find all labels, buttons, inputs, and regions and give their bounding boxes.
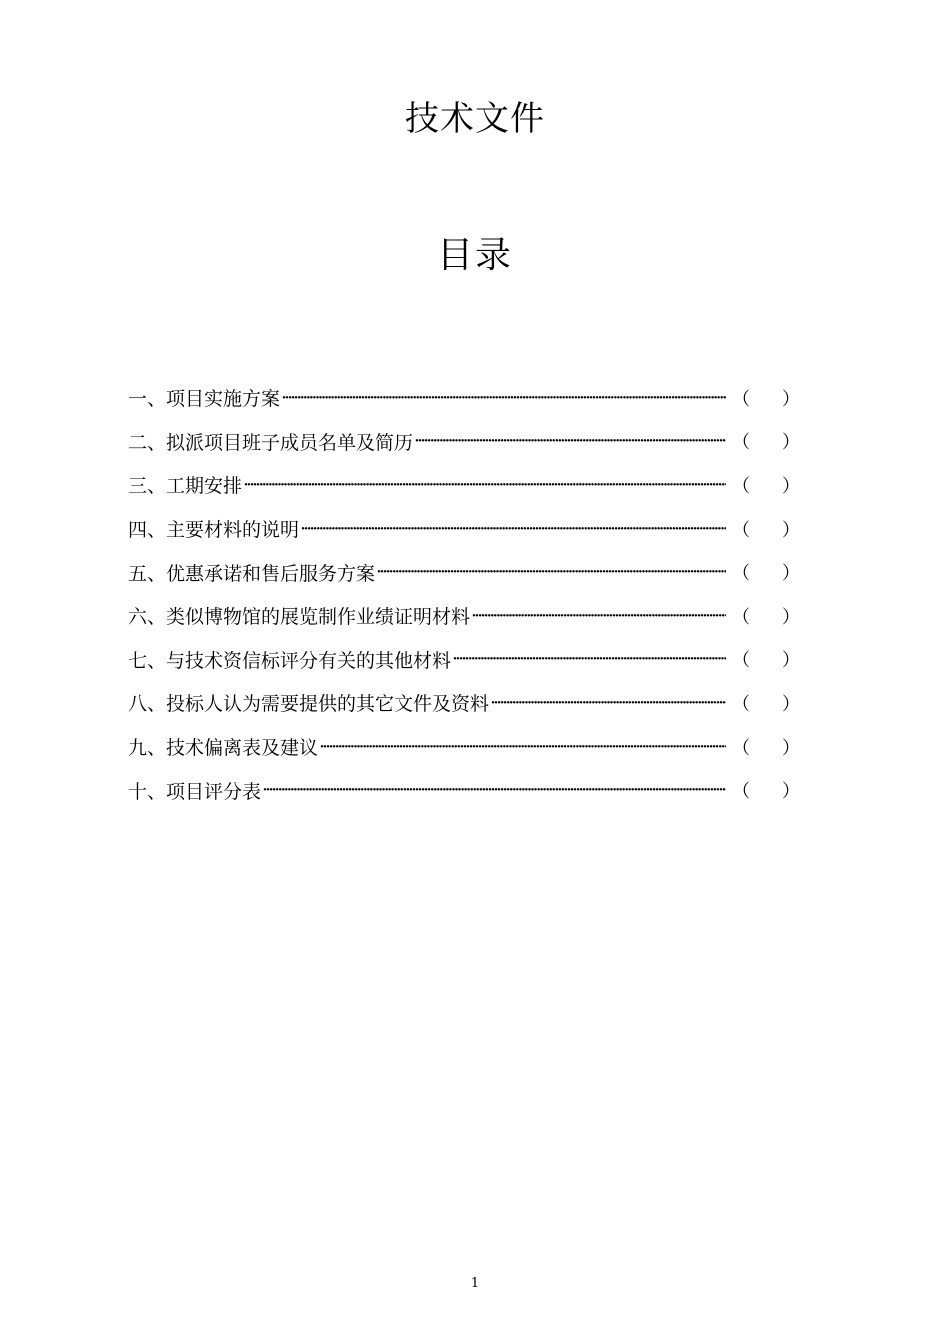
toc-page-open: （ xyxy=(732,606,750,628)
toc-page-open: （ xyxy=(732,650,750,672)
toc-page-open: （ xyxy=(732,693,750,715)
toc-item[interactable] xyxy=(128,550,800,594)
toc-item[interactable] xyxy=(128,420,800,464)
toc-page-close: ） xyxy=(782,606,800,628)
toc-page-close: ） xyxy=(782,650,800,672)
table-of-contents xyxy=(128,376,800,812)
toc-page-close: ） xyxy=(782,563,800,585)
toc-dot-leader xyxy=(243,474,726,496)
toc-item-label: 二、拟派项目班子成员名单及简历 xyxy=(128,431,414,454)
toc-dot-leader xyxy=(452,648,726,670)
toc-item-label: 六、类似博物馆的展览制作业绩证明材料 xyxy=(128,606,471,629)
toc-item[interactable] xyxy=(128,463,800,507)
toc-item[interactable] xyxy=(128,594,800,638)
toc-page-close: ） xyxy=(782,737,800,759)
toc-page-open: （ xyxy=(732,519,750,541)
toc-dot-leader xyxy=(376,561,726,583)
toc-page-open: （ xyxy=(732,737,750,759)
toc-page-close: ） xyxy=(782,781,800,803)
toc-page-ref xyxy=(732,428,800,454)
toc-page-close: ） xyxy=(782,693,800,715)
page-number: 1 xyxy=(470,1276,480,1291)
toc-dot-leader xyxy=(414,430,726,452)
toc-item[interactable] xyxy=(128,376,800,420)
toc-page-open: （ xyxy=(732,563,750,585)
toc-item-label: 七、与技术资信标评分有关的其他材料 xyxy=(128,649,452,672)
toc-page-open: （ xyxy=(732,388,750,410)
toc-page-ref xyxy=(732,472,800,498)
toc-page-ref xyxy=(732,385,800,411)
toc-dot-leader xyxy=(490,692,726,714)
toc-dot-leader xyxy=(262,779,726,801)
toc-item[interactable] xyxy=(128,681,800,725)
toc-dot-leader xyxy=(281,387,726,409)
toc-item[interactable] xyxy=(128,638,800,682)
toc-item[interactable] xyxy=(128,768,800,812)
toc-dot-leader xyxy=(319,736,726,758)
toc-page-close: ） xyxy=(782,519,800,541)
toc-page-ref xyxy=(732,559,800,585)
toc-item-label: 九、技术偏离表及建议 xyxy=(128,737,319,760)
toc-item-label: 八、投标人认为需要提供的其它文件及资料 xyxy=(128,693,490,716)
toc-page-ref xyxy=(732,777,800,803)
toc-heading: 目录 xyxy=(436,235,513,276)
toc-item[interactable] xyxy=(128,507,800,551)
toc-item-label: 四、主要材料的说明 xyxy=(128,519,300,542)
toc-page-close: ） xyxy=(782,388,800,410)
toc-page-open: （ xyxy=(732,781,750,803)
toc-dot-leader xyxy=(300,518,726,540)
toc-item-label: 十、项目评分表 xyxy=(128,780,262,803)
toc-item-label: 五、优惠承诺和售后服务方案 xyxy=(128,562,376,585)
toc-page-open: （ xyxy=(732,432,750,454)
toc-page-close: ） xyxy=(782,432,800,454)
toc-page-ref xyxy=(732,646,800,672)
document-title: 技术文件 xyxy=(405,99,545,139)
toc-page-ref xyxy=(732,734,800,760)
toc-page-close: ） xyxy=(782,475,800,497)
toc-page-ref xyxy=(732,516,800,542)
toc-page-ref xyxy=(732,690,800,716)
toc-page-ref xyxy=(732,603,800,629)
toc-item-label: 三、工期安排 xyxy=(128,475,243,498)
toc-item-label: 一、项目实施方案 xyxy=(128,388,281,411)
toc-item[interactable] xyxy=(128,725,800,769)
toc-page-open: （ xyxy=(732,475,750,497)
toc-dot-leader xyxy=(471,605,726,627)
